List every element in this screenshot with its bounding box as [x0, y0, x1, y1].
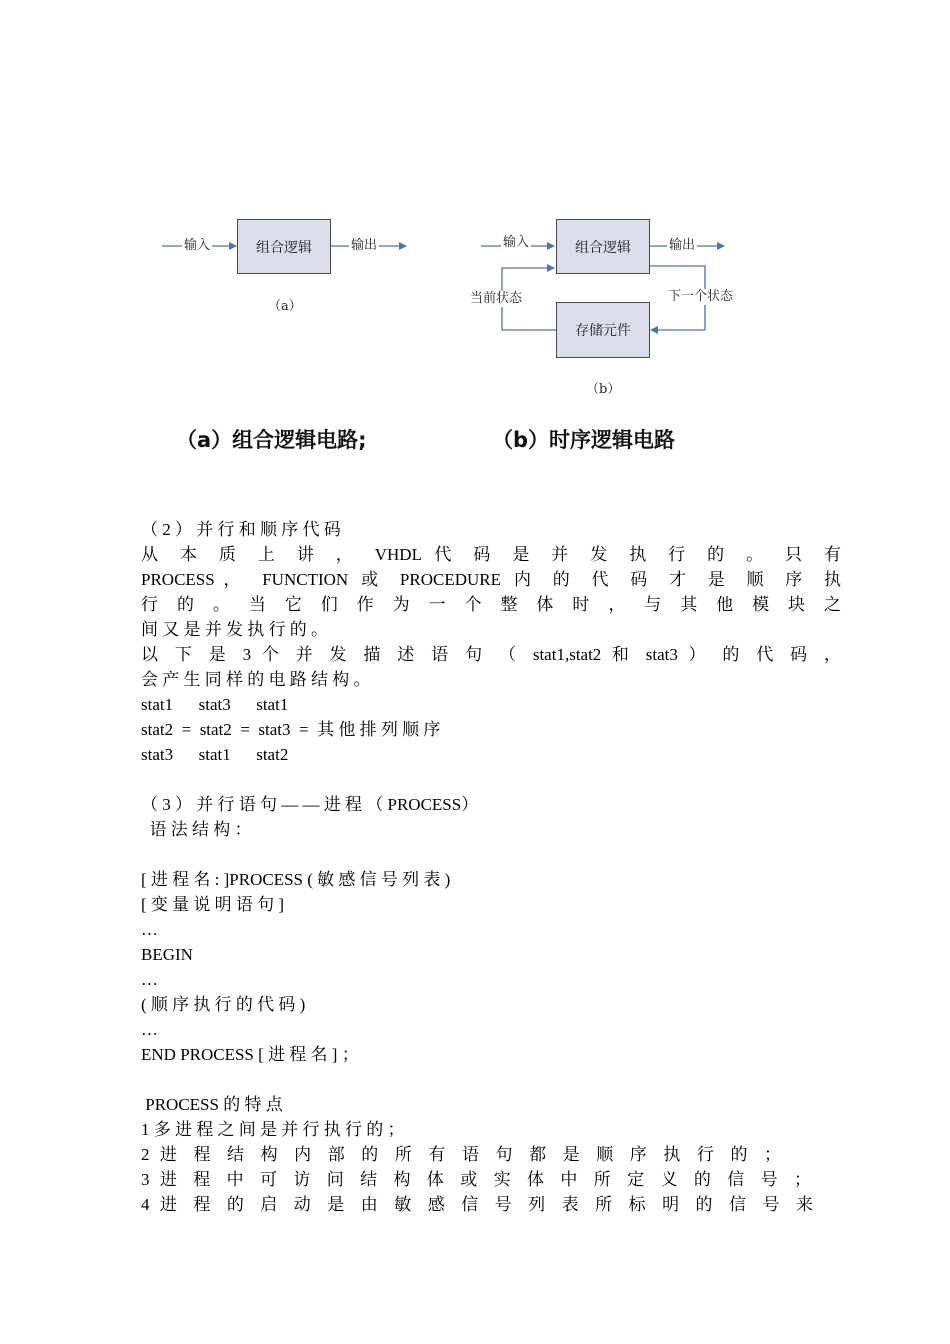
code-line: stat3 stat1 stat2 — [141, 745, 289, 764]
b-combinational-logic-block — [556, 219, 650, 274]
code-line: stat1 stat3 stat1 — [141, 695, 289, 714]
feature-item: 1 多 进 程 之 间 是 并 行 执 行 的 ； — [141, 1120, 405, 1139]
circuit-diagram-lines — [0, 0, 950, 470]
b-output-label: 输出 — [669, 238, 696, 253]
feature-item: 2 进 程 结 构 内 部 的 所 有 语 句 都 是 顺 序 执 行 的 ； — [141, 1145, 781, 1164]
caption-b: （b）时序逻辑电路 — [492, 428, 676, 452]
a-output-label: 输出 — [351, 238, 378, 253]
body-text — [141, 517, 841, 1217]
code-line: stat2 = stat2 = stat3 = 其 他 排 列 顺 序 — [141, 720, 441, 739]
code-line: END PROCESS [ 进 程 名 ] ； — [141, 1045, 359, 1064]
paragraph-line: PROCESS， FUNCTION 或 PROCEDURE 内 的 代 码 才 是 顺 序 执 — [141, 570, 841, 589]
section-2-heading: （ 2 ） 并 行 和 顺 序 代 码 — [141, 520, 341, 539]
paragraph-line: 以 下 是 3 个 并 发 描 述 语 句 （ stat1,stat2 和 stat3 ） 的 代 码 ， — [141, 645, 841, 664]
paragraph-line: 语 法 结 构 ： — [141, 820, 252, 839]
blank-line — [141, 767, 841, 792]
b-next-state-label: 下一个状态 — [668, 289, 734, 304]
blank-line — [141, 842, 841, 867]
section-3-heading: （ 3 ） 并 行 语 句 — — 进 程 （ PROCESS） — [141, 795, 479, 814]
code-line: [ 变 量 说 明 语 句 ] — [141, 895, 285, 914]
caption-a: （a）组合逻辑电路; — [176, 428, 367, 452]
paragraph-line: 间 又 是 并 发 执 行 的 。 — [141, 620, 328, 639]
paragraph-line: 会 产 生 同 样 的 电 路 结 构 。 — [141, 670, 371, 689]
b-input-label: 输入 — [503, 235, 530, 250]
code-line: … — [141, 1020, 158, 1039]
blank-line — [141, 1067, 841, 1092]
b-storage-label: 存储元件 — [575, 323, 631, 339]
a-combinational-logic-block — [237, 219, 331, 274]
a-input-label: 输入 — [184, 238, 211, 253]
feature-item: 3 进 程 中 可 访 问 结 构 体 或 实 体 中 所 定 义 的 信 号 ； — [141, 1170, 811, 1189]
a-block-label: 组合逻辑 — [256, 239, 312, 256]
a-subfigure-label: （a） — [268, 299, 302, 314]
code-line: BEGIN — [141, 945, 193, 964]
b-storage-element-block — [556, 302, 650, 358]
paragraph-line: 行 的 。 当 它 们 作 为 一 个 整 体 时 ， 与 其 他 模 块 之 — [141, 595, 841, 614]
features-heading: PROCESS 的 特 点 — [141, 1095, 283, 1114]
feature-item: 4 进 程 的 启 动 是 由 敏 感 信 号 列 表 所 标 明 的 信 号 来 — [141, 1195, 813, 1214]
b-block-label: 组合逻辑 — [575, 239, 631, 256]
code-line: ( 顺 序 执 行 的 代 码 ) — [141, 995, 306, 1014]
paragraph-line: 从 本 质 上 讲 ， VHDL 代 码 是 并 发 执 行 的 。 只 有 — [141, 545, 841, 564]
code-line: [ 进 程 名 : ]PROCESS ( 敏 感 信 号 列 表 ) — [141, 870, 451, 889]
b-current-state-label: 当前状态 — [470, 291, 523, 306]
b-subfigure-label: （b） — [586, 382, 621, 397]
circuit-figure — [0, 0, 950, 470]
code-line: … — [141, 920, 158, 939]
code-line: … — [141, 970, 158, 989]
